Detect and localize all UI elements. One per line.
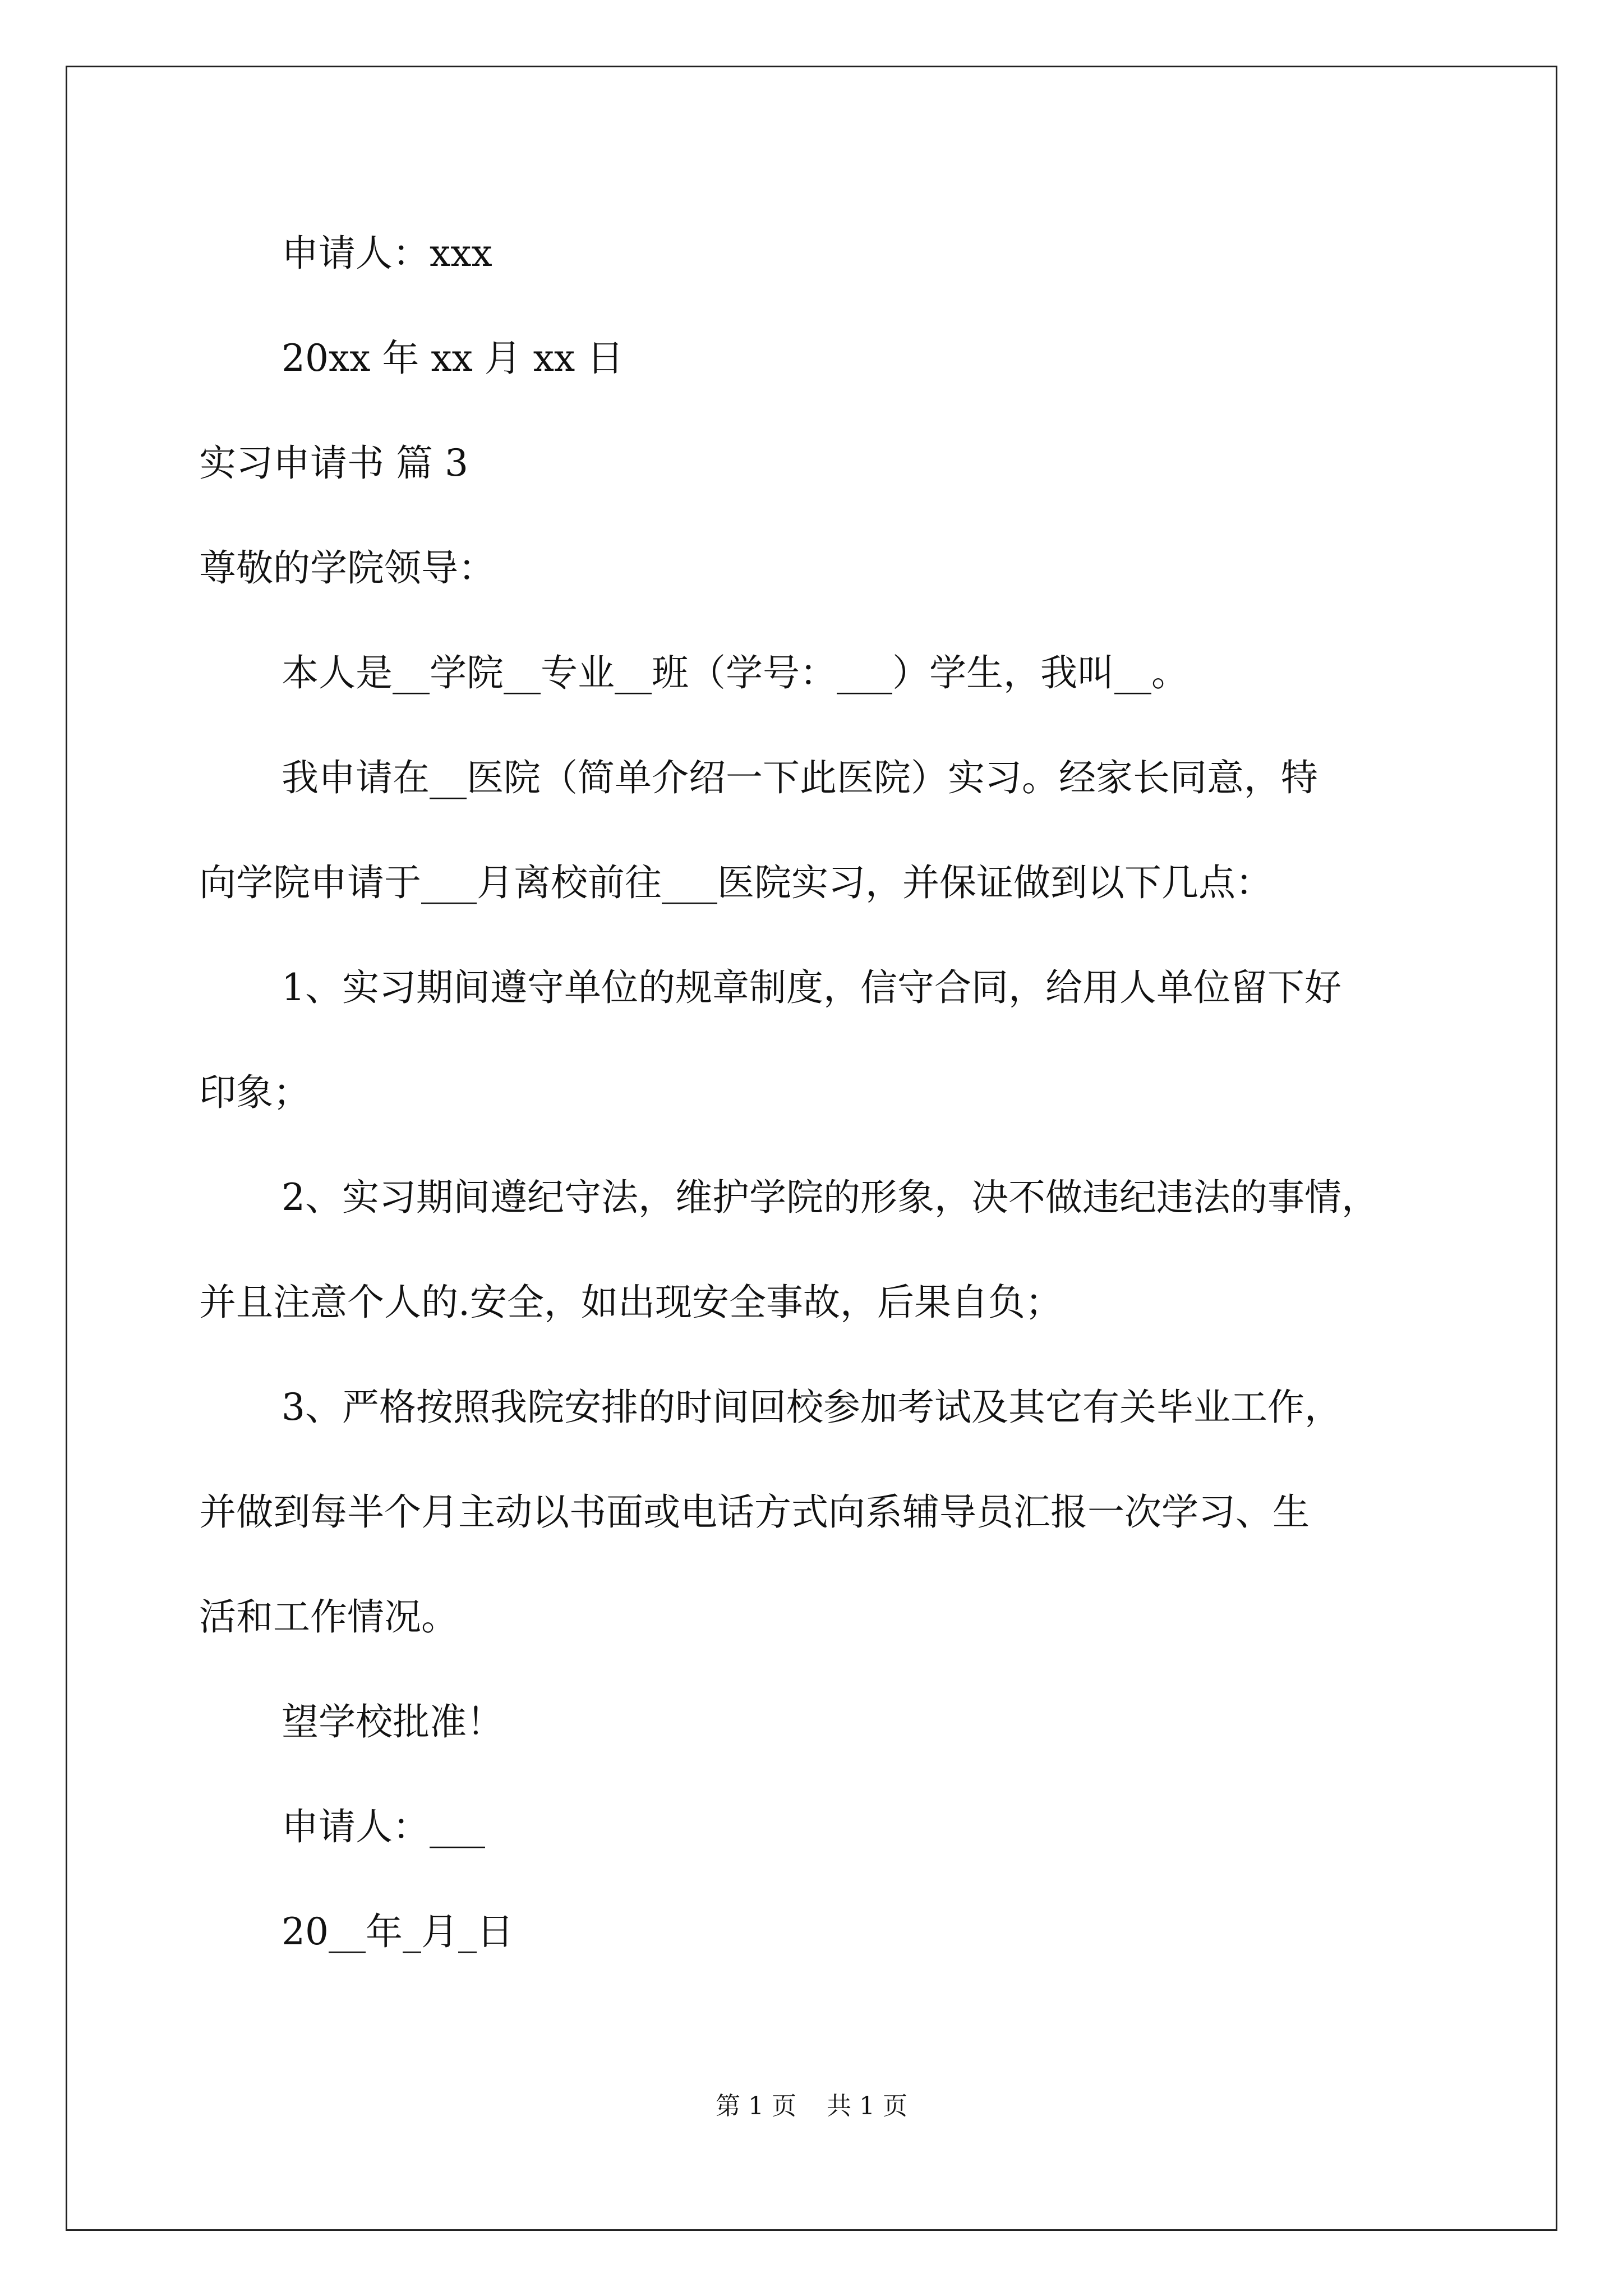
date-line-previous: 20xx 年 xx 月 xx 日 xyxy=(282,337,624,380)
section-title: 实习申请书 篇 3 xyxy=(199,441,468,485)
item-3-line-3: 活和工作情况。 xyxy=(199,1595,458,1639)
page-footer xyxy=(0,2094,1623,2119)
intro-paragraph: 本人是__学院__专业__班（学号：___）学生，我叫__。 xyxy=(282,651,1188,694)
page-border xyxy=(66,66,1557,2231)
request-paragraph-line-2: 向学院申请于___月离校前往___医院实习，并保证做到以下几点： xyxy=(199,861,1272,904)
applicant-line-previous: 申请人：xxx xyxy=(282,232,492,275)
item-3-line-1: 3、严格按照我院安排的时间回校参加考试及其它有关毕业工作， xyxy=(282,1386,1341,1429)
salutation: 尊敬的学院领导： xyxy=(199,546,495,590)
applicant-line: 申请人：___ xyxy=(282,1805,485,1848)
item-1-line-1: 1、实习期间遵守单位的规章制度，信守合同，给用人单位留下好 xyxy=(282,966,1341,1009)
item-3-line-2: 并做到每半个月主动以书面或电话方式向系辅导员汇报一次学习、生 xyxy=(199,1490,1310,1534)
item-2-line-1: 2、实习期间遵纪守法，维护学院的形象，决不做违纪违法的事情， xyxy=(282,1176,1378,1219)
date-line: 20__年_月_日 xyxy=(282,1910,514,1953)
item-2-line-2: 并且注意个人的.安全，如出现安全事故，后果自负； xyxy=(199,1281,1062,1324)
page-number: 第 1 页 xyxy=(716,2092,796,2120)
item-1-line-2: 印象； xyxy=(199,1071,310,1114)
closing-line: 望学校批准！ xyxy=(282,1700,504,1743)
page-total: 共 1 页 xyxy=(827,2092,907,2120)
request-paragraph-line-1: 我申请在__医院（简单介绍一下此医院）实习。经家长同意，特 xyxy=(282,756,1318,799)
